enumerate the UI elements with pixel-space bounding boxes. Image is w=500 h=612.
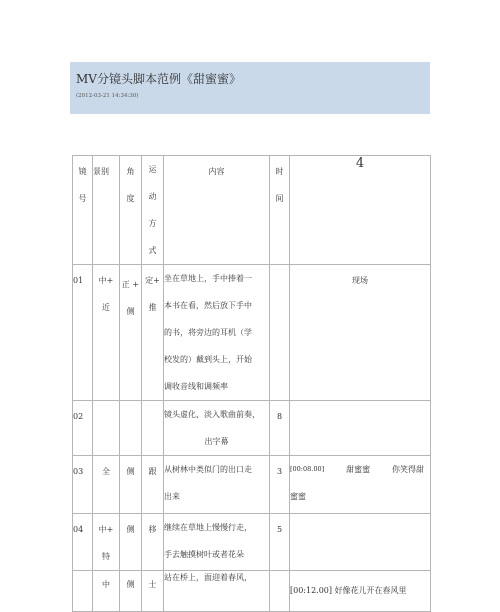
storyboard-table: [72, 155, 431, 612]
row-time: [270, 265, 290, 401]
row-last-column: [00:08.00] 甜蜜蜜 你笑得甜 蜜蜜: [290, 456, 431, 514]
row-movement: 士: [142, 571, 164, 612]
row-time: 8: [270, 401, 290, 456]
header-shot-type: 景别: [93, 156, 120, 265]
article-title: MV分镜头脚本范例《甜蜜蜜》: [76, 72, 241, 86]
row-shot-type: 中+ 特: [93, 514, 120, 571]
header-time: 时 间: [270, 156, 290, 265]
row-time: 3: [270, 456, 290, 514]
table-row: [73, 401, 431, 456]
article-date: (2012-03-21 14:34:30): [76, 93, 139, 99]
row-last-column: [290, 401, 431, 456]
row-shot-type: 全: [93, 456, 120, 514]
header-angle: 角 度: [120, 156, 142, 265]
row-angle: [120, 401, 142, 456]
row-last-column: 现场: [290, 265, 431, 401]
header-content: 内容: [164, 156, 270, 265]
row-time: 5: [270, 514, 290, 571]
row-shot-no: 01: [73, 265, 93, 401]
row-content: 从树林中类似门的出口走 出来: [164, 456, 270, 514]
row-shot-type: [93, 401, 120, 456]
row-movement: [142, 401, 164, 456]
article-header: [70, 62, 430, 114]
row-shot-no: [73, 571, 93, 612]
lyric-text: 你笑得甜: [392, 465, 424, 474]
row-time: [270, 571, 290, 612]
row-last-column: [290, 514, 431, 571]
row-shot-type: 中+ 近: [93, 265, 120, 401]
row-movement: 跟: [142, 456, 164, 514]
header-last-column: 4: [290, 156, 431, 265]
lyric-timestamp: [00:08.00]: [290, 465, 325, 473]
row-angle: 正 + 侧: [120, 265, 142, 401]
header-shot-no: 镜 号: [73, 156, 93, 265]
table-row: [73, 265, 431, 401]
header-movement: 运 动 方 式: [142, 156, 164, 265]
row-movement: 定+ 推: [142, 265, 164, 401]
row-shot-no: 02: [73, 401, 93, 456]
table-row: [73, 571, 431, 612]
row-content: 站在桥上，面迎着春风，: [164, 571, 270, 612]
row-content: 继续在草地上慢慢行走， 手去触摸树叶或者花朵: [164, 514, 270, 571]
row-angle: 侧: [120, 514, 142, 571]
lyric-text: 甜蜜蜜: [346, 465, 371, 474]
row-content: 坐在草地上，手中捧着一 本书在看，然后放下手中 的书，将旁边的耳机（学 校发的）戴到头上，开始 调收音线和调频率: [164, 265, 270, 401]
row-shot-no: 03: [73, 456, 93, 514]
row-angle: 侧: [120, 456, 142, 514]
row-movement: 移: [142, 514, 164, 571]
table-header-row: [73, 156, 431, 265]
row-shot-type: 中: [93, 571, 120, 612]
row-shot-no: 04: [73, 514, 93, 571]
table-row: [73, 456, 431, 514]
row-last-column: [00:12.00] 好像花儿开在春风里: [290, 571, 431, 612]
row-angle: 侧: [120, 571, 142, 612]
row-content: 镜头虚化，淡入歌曲前奏， 出字幕: [164, 401, 270, 456]
table-row: [73, 514, 431, 571]
